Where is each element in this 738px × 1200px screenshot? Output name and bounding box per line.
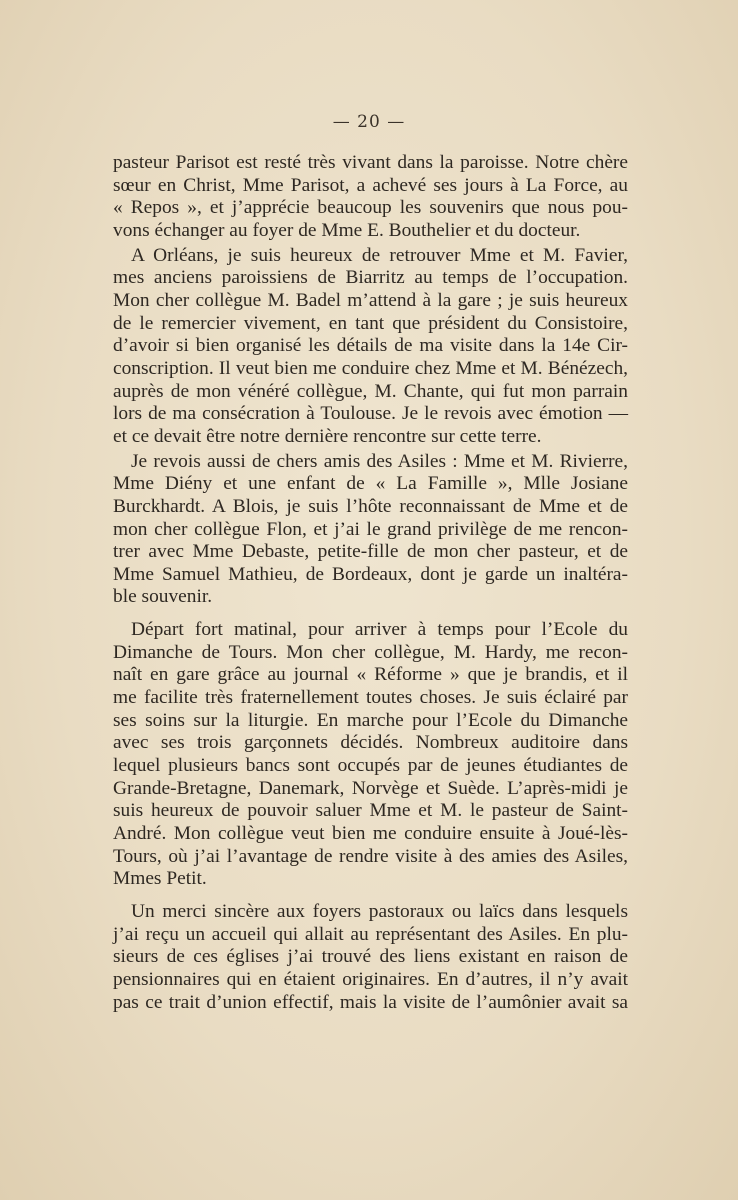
text-line: sœur en Christ, Mme Parisot, a achevé ses jours à La Force, au xyxy=(113,174,628,196)
text-line: sieurs de ces églises j’ai trouvé des liens existant en raison de xyxy=(113,946,628,968)
paragraph xyxy=(113,619,628,891)
text-line: lequel plusieurs bancs sont occupés par de jeunes étudiantes de xyxy=(113,755,628,777)
page-number: — 20 — xyxy=(332,112,406,132)
text-line: A Orléans, je suis heureux de retrouver Mme et M. Favier, xyxy=(131,244,628,266)
text-line: Mon cher collègue M. Badel m’attend à la gare ; je suis heureux xyxy=(113,289,628,311)
text-line: Dimanche de Tours. Mon cher collègue, M. Hardy, me recon- xyxy=(113,641,628,663)
text-line: ses soins sur la liturgie. En marche pour l’Ecole du Dimanche xyxy=(113,709,628,731)
text-line: conscription. Il veut bien me conduire chez Mme et M. Bénézech, xyxy=(113,357,628,379)
paragraph xyxy=(113,901,628,1014)
text-line: auprès de mon vénéré collègue, M. Chante, qui fut mon parrain xyxy=(113,380,628,402)
text-line: pasteur Parisot est resté très vivant dans la paroisse. Notre chère xyxy=(113,152,628,173)
text-line: Un merci sincère aux foyers pastoraux ou laïcs dans lesquels xyxy=(131,901,628,922)
text-line: lors de ma consécration à Toulouse. Je le revois avec émotion — xyxy=(113,403,628,425)
text-line: mon cher collègue Flon, et j’ai le grand privilège de me rencon- xyxy=(113,518,628,540)
text-line: pas ce trait d’union effectif, mais la visite de l’aumônier avait sa xyxy=(113,991,628,1013)
text-line: Mmes Petit. xyxy=(113,868,207,890)
paragraph xyxy=(113,245,628,449)
text-line: et ce devait être notre dernière rencontre sur cette terre. xyxy=(113,425,542,447)
text-line: me facilite très fraternellement toutes choses. Je suis éclairé par xyxy=(113,687,628,709)
paragraph xyxy=(113,451,628,610)
text-line: pensionnaires qui en étaient originaires. En d’autres, il n’y avait xyxy=(113,968,628,990)
body-text xyxy=(113,150,628,1014)
text-line: trer avec Mme Debaste, petite-fille de mon cher pasteur, et de xyxy=(113,541,628,563)
text-line: Grande-Bretagne, Danemark, Norvège et Suède. L’après-midi je xyxy=(113,777,628,799)
text-line: suis heureux de pouvoir saluer Mme et M. le pasteur de Saint- xyxy=(113,800,628,822)
text-line: Je revois aussi de chers amis des Asiles : Mme et M. Rivierre, xyxy=(131,450,628,472)
text-line: Mme Samuel Mathieu, de Bordeaux, dont je garde un inaltéra- xyxy=(113,563,628,585)
text-line: mes anciens paroissiens de Biarritz au temps de l’occupation. xyxy=(113,267,628,289)
text-line: de le remercier vivement, en tant que président du Consistoire, xyxy=(113,312,628,334)
text-line: Burckhardt. A Blois, je suis l’hôte reconnaissant de Mme et de xyxy=(113,495,628,517)
text-line: Tours, où j’ai l’avantage de rendre visite à des amies des Asiles, xyxy=(113,845,628,867)
text-line: d’avoir si bien organisé les détails de ma visite dans la 14e Cir- xyxy=(113,335,628,357)
text-line: j’ai reçu un accueil qui allait au représentant des Asiles. En plu- xyxy=(113,923,628,945)
text-line: Départ fort matinal, pour arriver à temps pour l’Ecole du xyxy=(131,619,628,641)
paragraph xyxy=(113,152,628,243)
text-line: André. Mon collègue veut bien me conduire ensuite à Joué-lès- xyxy=(113,823,628,845)
text-line: Mme Diény et une enfant de « La Famille », Mlle Josiane xyxy=(113,473,628,495)
text-line: avec ses trois garçonnets décidés. Nombreux auditoire dans xyxy=(113,732,628,754)
text-line: naît en gare grâce au journal « Réforme » que je brandis, et il xyxy=(113,664,628,686)
text-line: vons échanger au foyer de Mme E. Bouthelier et du docteur. xyxy=(113,219,581,241)
text-line: ble souvenir. xyxy=(113,586,213,608)
text-line: « Repos », et j’apprécie beaucoup les souvenirs que nous pou- xyxy=(113,197,628,219)
